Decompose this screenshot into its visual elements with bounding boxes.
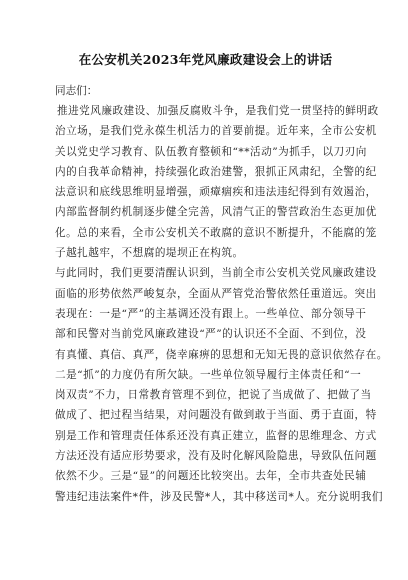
paragraph-line: 警违纪违法案件*件，涉及民警*人，其中移送司*人。充分说明我们 [55,490,384,503]
paragraph-line: 关以党史学习教育、队伍教育整顿和“**活动”为抓手，以刀刃向 [55,145,367,158]
paragraph-line: 内的自我革命精神，持续强化政治建警，狠抓正风肃纪，全警的纪 [55,165,377,178]
paragraph-line: 内部监督制约机制逐步健全完善，风清气正的警营政治生态更加优 [55,206,377,219]
document-title: 在公安机关2023年党风廉政建设会上的讲话 [78,52,333,67]
paragraph-line: 推进党风廉政建设、加强反腐败斗争，是我们党一贯坚持的鲜明政 [57,105,379,117]
paragraph-2 [55,263,388,507]
paragraph-line: 做成了、把过程当结果，对问题没有做到敢于当面、勇于直面，特 [55,409,377,422]
paragraph-line: 化。总的来看，全市公安机关不敢腐的意识不断提升，不能腐的笼 [55,226,377,239]
paragraph-line: 子越扎越牢，不想腐的堤坝正在构筑。 [55,247,244,260]
paragraph-line: 法意识和底线思维明显增强，顽瘴痼疾和违法违纪得到有效遏治， [55,186,377,199]
salutation: 同志们： [55,85,98,97]
paragraph-1 [55,101,379,263]
paragraph-line: 别是工作和管理责任体系还没有真正建立，监督的思维理念、方式 [55,429,377,442]
paragraph-line: 依然不少。三是“显”的问题还比较突出。去年，全市共查处民辅 [55,470,367,483]
paragraph-line: 面临的形势依然严峻复杂，全面从严管党治警依然任重道远。突出 [55,287,377,300]
paragraph-line: 方法还没有适应形势要求，没有及时化解风险隐患，导致队伍问题 [55,450,377,463]
paragraph-line: 与此同时，我们更要清醒认识到，当前全市公安机关党风廉政建设 [55,267,377,280]
paragraph-line: 有真懂、真信、真严，侥幸麻痹的思想和无知无畏的意识依然存在。 [55,348,388,361]
paragraph-line: 岗双责”不力，日常教育管理不到位，把说了当成做了、把做了当 [55,389,372,402]
paragraph-line: 治立场，是我们党永葆生机活力的首要前提。近年来，全市公安机 [55,125,377,138]
paragraph-line: 表现在：一是“严”的主基调还没有跟上。一些单位、部分领导干 [55,307,367,320]
paragraph-line: 二是“抓”的力度仍有所欠缺。一些单位领导履行主体责任和“一 [55,368,362,381]
paragraph-line: 部和民警对当前党风廉政建设“严”的认识还不全面、不到位，没 [55,328,367,341]
